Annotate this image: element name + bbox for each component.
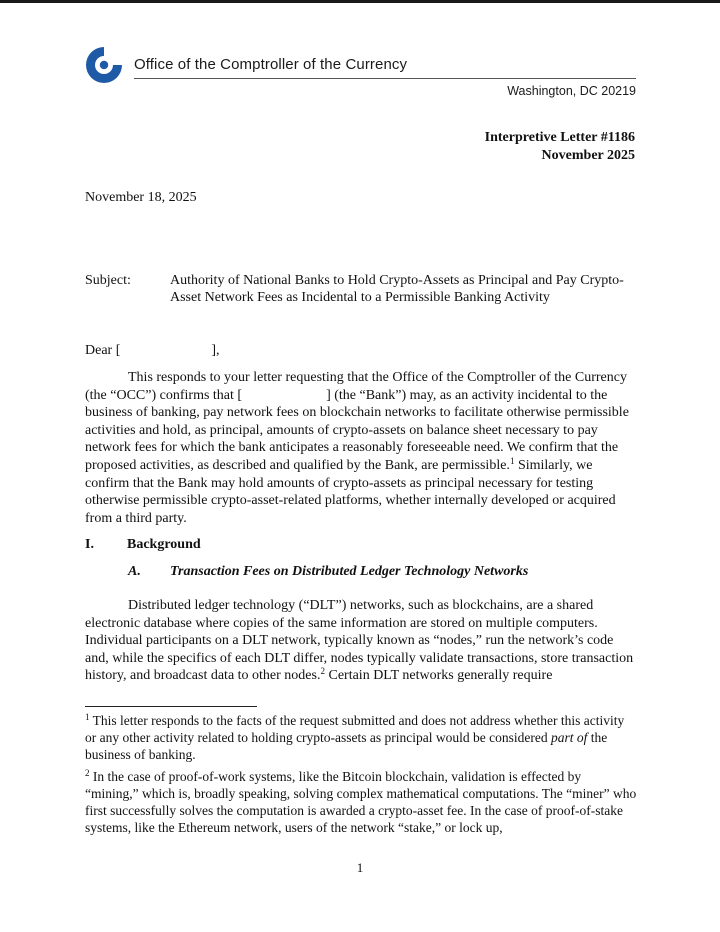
salutation-open: Dear [ bbox=[85, 343, 121, 358]
footnote-1-italic: part of bbox=[551, 730, 588, 745]
subject-line-1: Authority of National Banks to Hold Crypto-Assets as Principal and Pay Crypto- bbox=[170, 273, 624, 288]
section-number: I. bbox=[85, 537, 94, 552]
letter-month: November 2025 bbox=[541, 148, 635, 163]
header-rule bbox=[134, 78, 636, 79]
paragraph-1 bbox=[85, 369, 637, 527]
subject-label: Subject: bbox=[85, 273, 131, 288]
subject-line-2: Asset Network Fees as Incidental to a Permissible Banking Activity bbox=[170, 290, 550, 305]
footnote-1-text: This letter responds to the facts of the request submitted and does not address whether this activity or any other activity related to holding crypto-assets as principal would be considered bbox=[85, 713, 625, 745]
footnote-1 bbox=[85, 712, 637, 763]
paragraph-2-part-b: Certain DLT networks generally require bbox=[324, 668, 553, 684]
section-heading-1 bbox=[85, 537, 201, 553]
letter-number: Interpretive Letter #1186 bbox=[484, 130, 635, 145]
section-title: Background bbox=[127, 537, 201, 552]
footnote-separator bbox=[85, 706, 257, 707]
paragraph-1-part-b: ] (the “Bank”) may, as an activity incidental to the business of banking, pay network fees on blockchain networks to facilitate otherwise permissible activities and hold, as principal, amounts of crypto-assets on balance sheet necessary to pay network fees for which the bank anticipates a reasonably foreseeable need. We confirm that the proposed activities, as described and qualified by the Bank, are permissible. bbox=[85, 387, 629, 473]
agency-address: Washington, DC 20219 bbox=[507, 84, 636, 98]
paragraph-1-part-c: Similarly, we confirm that the Bank may hold amounts of crypto-assets as principal necessary for testing otherwise permissible crypto-asset-related platforms, whether internally developed or acquired from a third party. bbox=[85, 457, 616, 526]
paragraph-2 bbox=[85, 597, 637, 685]
footnote-2-number: 2 bbox=[85, 768, 90, 778]
agency-name: Office of the Comptroller of the Currency bbox=[134, 56, 408, 73]
subject-text bbox=[170, 272, 640, 306]
subsection-number: A. bbox=[128, 564, 141, 579]
paragraph-2-part-a: Distributed ledger technology (“DLT”) networks, such as blockchains, are a shared electronic database where copies of the same information are stored on multiple computers. Individual participants on a DLT network, typically known as “nodes,” run the network’s code and, while the specifics of each DLT differ, nodes typically validate transactions, store transaction history, and broadcast data to other nodes. bbox=[85, 598, 634, 684]
subsection-heading-a bbox=[128, 564, 528, 580]
footnote-1-end: the business of banking. bbox=[85, 730, 608, 762]
footnote-2 bbox=[85, 768, 637, 836]
salutation bbox=[85, 343, 220, 359]
footnote-ref-1[interactable]: 1 bbox=[509, 455, 515, 466]
subsection-title: Transaction Fees on Distributed Ledger Technology Networks bbox=[170, 564, 529, 579]
letter-date: November 18, 2025 bbox=[85, 190, 197, 205]
footnote-1-number: 1 bbox=[85, 712, 90, 722]
page-number: 1 bbox=[356, 860, 364, 875]
footnote-ref-2[interactable]: 2 bbox=[320, 666, 325, 677]
occ-logo-icon bbox=[84, 45, 124, 85]
footnote-2-text: In the case of proof-of-work systems, like the Bitcoin blockchain, validation is effected by “mining,” which is, broadly speaking, solving complex mathematical computations. The “miner” who first successfully solves the computation is awarded a crypto-asset fee. In the case of proof-of-stake systems, like the Ethereum network, users of the network “stake,” or lock up, bbox=[85, 769, 637, 835]
salutation-close: ], bbox=[211, 343, 220, 358]
letter-identifier bbox=[485, 129, 635, 165]
paragraph-1-part-a: This responds to your letter requesting that the Office of the Comptroller of the Currency (the “OCC”) confirms that [ bbox=[85, 370, 627, 403]
